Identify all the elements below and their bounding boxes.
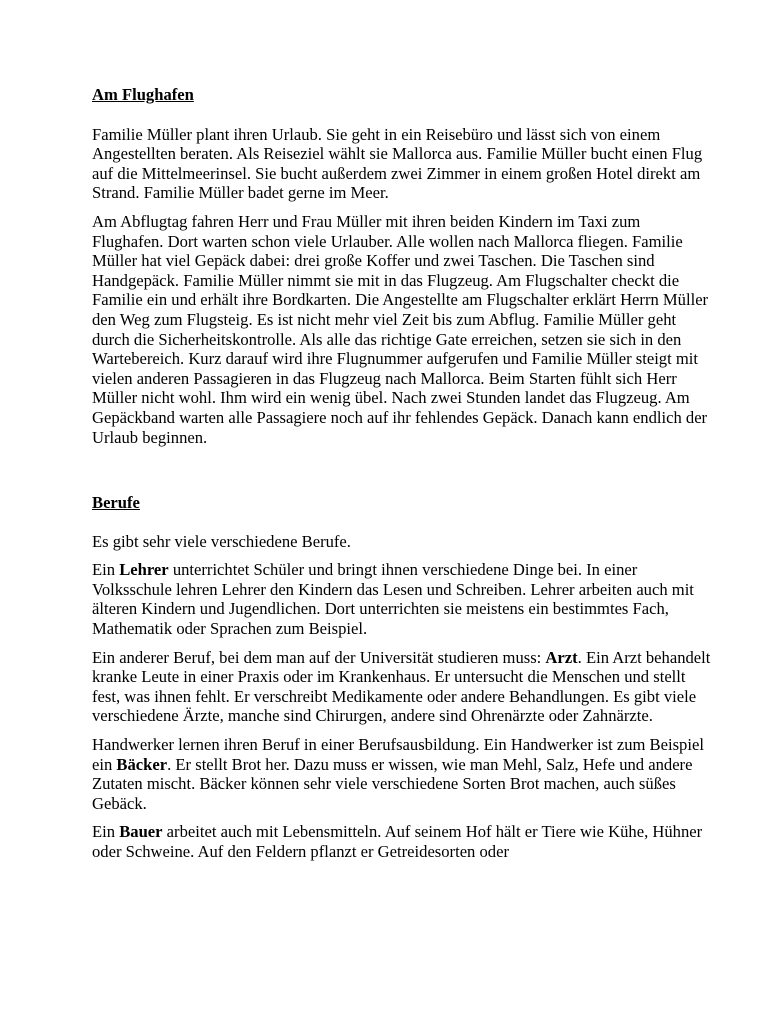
paragraph-baecker	[92, 735, 712, 813]
text-run: . Ein Arzt behandelt kranke Leute in einer Praxis oder im Krankenhaus. Er untersucht die Menschen und stellt fest, was ihnen fehlt. Er verschreibt Medikamente oder andere Behandlungen. Es gibt viele verschiedene Ärzte, manche sind Chirurgen, andere sind Ohrenärzte oder Zahnärzte.	[92, 647, 711, 726]
section-title-berufe: Berufe	[92, 493, 140, 513]
paragraph-bauer	[92, 822, 712, 861]
text-run: Ein	[92, 560, 120, 580]
paragraph-urlaub: Familie Müller plant ihren Urlaub. Sie geht in ein Reisebüro und lässt sich von einem Angestellten beraten. Als Reiseziel wählt sie Mallorca aus. Familie Müller bucht einen Flug auf die Mittelmeerinsel. Sie bucht außerdem zwei Zimmer in einem großen Hotel direkt am Strand. Familie Müller badet gerne im Meer.	[92, 124, 703, 203]
text-run: Handwerker lernen ihren Beruf in einer Berufsausbildung. Ein Handwerker ist zum Beispiel ein	[92, 735, 704, 774]
text-run: . Er stellt Brot her. Dazu muss er wissen, wie man Mehl, Salz, Hefe und andere Zutaten mischt. Bäcker können sehr viele verschiedene Sorten Brot machen, auch süßes Gebäck.	[92, 754, 693, 813]
keyword-baecker: Bäcker	[116, 754, 168, 774]
keyword-bauer: Bauer	[119, 822, 163, 842]
text-run: unterrichtet Schüler und bringt ihnen verschiedene Dinge bei. In einer Volksschule lehren Lehrer den Kindern das Lesen und Schreiben. Lehrer arbeiten auch mit älteren Kindern und Jugendlichen. Dort unterrichten sie meistens ein bestimmtes Fach, Mathematik oder Sprachen zum Beispiel.	[92, 560, 694, 639]
keyword-lehrer: Lehrer	[119, 560, 169, 580]
paragraph-arzt	[92, 648, 712, 726]
paragraph-berufe-intro: Es gibt sehr viele verschiedene Berufe.	[92, 531, 351, 551]
keyword-arzt: Arzt	[545, 647, 578, 667]
text-run: Ein anderer Beruf, bei dem man auf der Universität studieren muss:	[92, 647, 546, 667]
document-page	[92, 85, 712, 862]
section-title-am-flughafen: Am Flughafen	[92, 85, 194, 104]
paragraph-lehrer	[92, 560, 712, 638]
paragraph-abflugtag: Am Abflugtag fahren Herr und Frau Müller mit ihren beiden Kindern im Taxi zum Flughafen. Dort warten schon viele Urlauber. Alle wollen nach Mallorca fliegen. Familie Müller hat viel Gepäck dabei: drei große Koffer und zwei Taschen. Die Taschen sind Handgepäck. Familie Müller nimmt sie mit in das Flugzeug. Am Flugschalter checkt die Familie ein und erhält ihre Bordkarten. Die Angestellte am Flugschalter erklärt Herrn Müller den Weg zum Flugsteig. Es ist nicht mehr viel Zeit bis zum Abflug. Familie Müller geht durch die Sicherheitskontrolle. Als alle das richtige Gate erreichen, setzen sie sich in den Wartebereich. Kurz darauf wird ihre Flugnummer aufgerufen und Familie Müller steigt mit vielen anderen Passagieren in das Flugzeug nach Mallorca. Beim Starten fühlt sich Herr Müller nicht wohl. Ihm wird ein wenig übel. Nach zwei Stunden landet das Flugzeug. Am Gepäckband warten alle Passagiere noch auf ihr fehlendes Gepäck. Danach kann endlich der Urlaub beginnen.	[92, 211, 709, 447]
text-run: arbeitet auch mit Lebensmitteln. Auf seinem Hof hält er Tiere wie Kühe, Hühner oder Schweine. Auf den Feldern pflanzt er Getreidesorten oder	[92, 822, 703, 861]
text-run: Ein	[92, 822, 120, 842]
